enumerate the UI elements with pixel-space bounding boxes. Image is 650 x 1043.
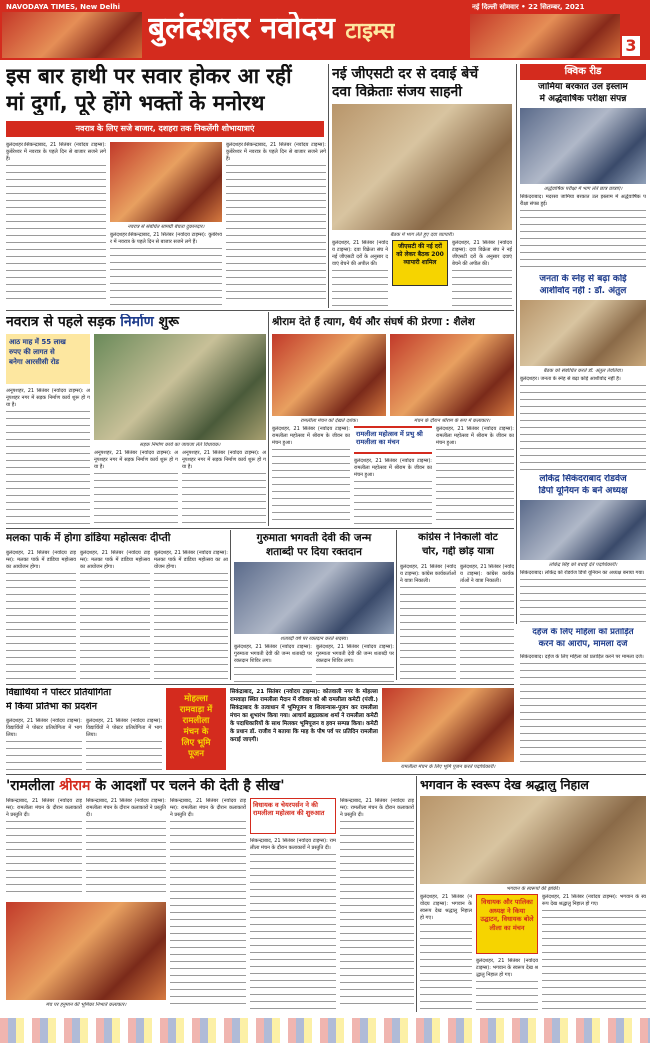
road-subhead-1: आठ माह में 55 लाख <box>9 338 66 346</box>
mohalla-line-6: पूजन <box>188 749 204 759</box>
bhagwan-body-col-3: बुलंदशहर, 21 सितंबर (नवोदय टाइम्स): भगवान के स्वरूप देख श्रद्धालु निहाल हो गए। <box>542 894 646 1012</box>
divider-v2 <box>516 64 517 624</box>
lead-headline-1: इस बार हाथी पर सवार होकर आ रहीं <box>6 64 292 88</box>
lead-body-col-2: बुलंदशहर।सिकन्द्राबाद, 21 सितंबर (नवोदय टाइम्स): कुबेरेश्वर में नवरात्र के पहले दिन से बाजार सजने लगे हैं। <box>110 232 222 305</box>
dahej-headline-1: दहेज के लिए महिला को प्रताड़ित <box>532 628 634 637</box>
divider-v5 <box>396 530 397 680</box>
ram-caption-1: रामलीला मंचन को देखते दर्शक। <box>300 418 358 424</box>
road-subhead-3: बनेगा आरसीसी रोड <box>9 358 60 366</box>
antul-photo <box>520 300 646 366</box>
ramlila-body-col-3: सिकन्द्राबाद, 21 सितंबर (नवोदय टाइम्स): रामलीला मंचन के दौरान कलाकारों ने प्रस्तुति दी। <box>170 798 246 1010</box>
ramlila-headline-q3: के आदर्शों पर चलने की देती है सीख' <box>95 778 285 794</box>
congress-body-col-2: बुलंदशहर, 21 सितंबर (नवोदय टाइम्स): कांग्रेस कार्यकर्ताओं ने यात्रा निकाली। <box>460 564 514 680</box>
guru-headline-2: शताब्दी पर दिया रक्तदान <box>266 546 362 558</box>
bhagwan-body-col-2: बुलंदशहर, 21 सितंबर (नवोदय टाइम्स): भगवान के स्वरूप देख श्रद्धालु निहाल हो गए। <box>476 958 538 1012</box>
ramlila-caption: मंच पर हनुमान की भूमिका निभाते कलाकार। <box>45 1002 127 1008</box>
mohalla-box <box>166 688 226 770</box>
quick-headline-2: में अर्द्धवार्षिक परीक्षा संपन्न <box>539 94 627 104</box>
lead-caption: नवरात्र से संबंधित सामग्री बेचता दुकानदार। <box>127 224 205 230</box>
guru-caption-1: शताब्दी वर्ष पर रक्तदान करते सदस्य। <box>280 636 348 642</box>
guru-body-col-1: बुलंदशहर, 21 सितंबर (नवोदय टाइम्स): गुरुमाता भगवती देवी की जन्म शताब्दी पर रक्तदान शिविर लगा। <box>234 644 312 682</box>
lead-banner: नवरात्र के लिए सजे बाजार, दशहरा तक निकलेंगी शोभायात्राएं <box>6 121 324 137</box>
mohalla-line-5: लिए भूमि <box>181 738 211 748</box>
divider-v1 <box>328 64 329 308</box>
road-subhead <box>6 334 90 384</box>
divider-h4 <box>6 774 646 775</box>
divider-h2 <box>6 528 514 529</box>
dahej-body: सिकंदराबाद। दहेज के लिए महिला को प्रताड़ित करने पर मामला दर्ज। <box>520 654 646 762</box>
ramlila-photo-main <box>6 902 166 1000</box>
congress-headline-2: चोर, गद्दी छोड़ यात्रा <box>422 546 494 557</box>
quick-read-label: क्विक रीड <box>520 64 646 80</box>
bhagwan-photo <box>420 796 646 884</box>
poster-headline-1: विद्यार्थियों ने पोस्टर प्रतियोगिता <box>6 688 112 698</box>
masthead <box>0 0 650 60</box>
mohalla-caption: रामलीला मंचन के लिए भूमि पूजन करते पदाधिकारी। <box>400 764 496 770</box>
lokendra-caption: लोकेंद्र सिंह को बधाई देते पदाधिकारी। <box>548 562 618 568</box>
ramlila-headline-q2: श्रीराम <box>59 778 91 794</box>
ram-caption-2: मंचन के दौरान श्रीराम के रूप में कलाकार। <box>413 418 491 424</box>
road-body-col-2: अनूपशहर, 21 सितंबर (नवोदय टाइम्स): अनूपशहर नगर में सड़क निर्माण कार्य शुरू हो गया है। <box>94 450 178 524</box>
road-body-col-3: अनूपशहर, 21 सितंबर (नवोदय टाइम्स): अनूपशहर नगर में सड़क निर्माण कार्य शुरू हो गया है। <box>182 450 266 524</box>
divider-h1 <box>6 310 514 311</box>
dandiya-headline: मलका पार्क में होगा डांडिया महोत्सवः दीप्ती <box>6 532 171 544</box>
congress-headline-1: कांग्रेस ने निकाली वोट <box>418 532 498 543</box>
ram-photo-2 <box>390 334 514 416</box>
masthead-title-main: बुलंदशहर नवोदय <box>148 12 335 46</box>
gst-caption: बैठक में भाग लेते हुए दवा व्यापारी। <box>390 232 454 238</box>
guru-headline-1: गुरुमाता भगवती देवी की जन्म <box>256 532 372 544</box>
ramlila-body-col-2: सिकन्द्राबाद, 21 सितंबर (नवोदय टाइम्स): रामलीला मंचन के दौरान कलाकारों ने प्रस्तुति दी। <box>86 798 166 898</box>
divider-v3 <box>268 312 269 526</box>
quick-headline-1: जामिया बरकात उल इस्लाम <box>538 82 628 92</box>
quick-body: सिकंदराबाद। मदरसा जामिया बरकात उल इस्लाम में अर्द्धवार्षिक परीक्षा संपन्न हुई। <box>520 194 646 272</box>
mohalla-line-1: मोहल्ला <box>184 694 208 704</box>
road-headline-highlight: निर्माण <box>120 314 154 330</box>
congress-body-col-1: बुलंदशहर, 21 सितंबर (नवोदय टाइम्स): कांग्रेस कार्यकर्ताओं ने यात्रा निकाली। <box>400 564 456 680</box>
poster-body-col-2: बुलंदशहर, 21 सितंबर (नवोदय टाइम्स): विद्यार्थियों ने पोस्टर प्रतियोगिता में भाग लिया। <box>86 718 162 770</box>
mohalla-body: सिकंद्राबाद, 21 सितंबर (नवोदय टाइम्स): कोतवाली नगर के मोहल्ला रामवाड़ा स्थित रामलीला मैदान में रविवार को श्री रामलीला कमेटी (पंजी.) सिकंद्राबाद के तत्वाधान में भूमिपूजन व शिलान्यास-पूजन कर रामलीला मंचन का शुभारंभ किया गया। आचार्य ब्रह्मप्रकाश शर्मा ने रामलीला कमेटी के पदाधिकारियों के साथ मिलकर भूमिपूजन व हवन सम्पन्न किया। कमेटी के प्रधान डॉ. राजीव ने बताया कि माह के पौष पर्व पर प्रतिदिन रामलीला कराई जाएगी। <box>230 689 378 743</box>
dandiya-body-col-2: बुलंदशहर, 21 सितंबर (नवोदय टाइम्स): मलका पार्क में डांडिया महोत्सव का आयोजन होगा। <box>80 550 150 680</box>
poster-headline-2: में किया प्रतिभा का प्रदर्शन <box>6 702 97 712</box>
lead-headline-2: मां दुर्गा, पूरे होंगे भक्तों के मनोरथ <box>6 91 265 115</box>
antul-body: बुलंदशहर। जनता के स्नेह से बढ़ा कोई आशीर्वाद नहीं है। <box>520 376 646 472</box>
masthead-photo-left <box>2 12 142 58</box>
masthead-title <box>148 12 395 52</box>
bhagwan-headline: भगवान के स्वरूप देख श्रद्धालु निहाल <box>420 778 589 792</box>
ram-body-col-1: बुलंदशहर, 21 सितंबर (नवोदय टाइम्स): रामलीला महोत्सव में श्रीराम के जीवन का मंचन हुआ। <box>272 426 350 524</box>
mohalla-line-4: मंचन के <box>183 727 209 737</box>
ramlila-body-col-5: सिकन्द्राबाद, 21 सितंबर (नवोदय टाइम्स): रामलीला मंचन के दौरान कलाकारों ने प्रस्तुति दी। <box>340 798 414 1010</box>
guru-photo-1 <box>234 562 394 634</box>
bhagwan-caption: भगवान के स्वरूपों की झांकी। <box>506 886 560 892</box>
ramlila-body-col-1: सिकन्द्राबाद, 21 सितंबर (नवोदय टाइम्स): रामलीला मंचन के दौरान कलाकारों ने प्रस्तुति दी। <box>6 798 82 898</box>
ram-callout-text: रामलीला महोत्सव में प्रभु श्री रामलीला का मंचन <box>356 430 423 446</box>
ramlila-headline-q1: 'रामलीला <box>6 778 55 794</box>
lokendra-body: सिकंदराबाद। लोकेंद्र को रोडवेज डिपो यूनियन का अध्यक्ष बनाया गया। <box>520 570 646 624</box>
lokendra-photo <box>520 500 646 560</box>
gst-body-col-2: बुलंदशहर, 21 सितंबर (नवोदय टाइम्स): दवा विक्रेता संघ ने नई जीएसटी दरों के अनुसार दवाएं बेचने की अपील की। <box>452 240 512 306</box>
lead-body-col-1: बुलंदशहर।सिकन्द्राबाद, 21 सितंबर (नवोदय टाइम्स): कुबेरेश्वर में नवरात्र के पहले दिन से बाजार सजने लगे हैं। <box>6 142 106 305</box>
road-photo <box>94 334 266 440</box>
mohalla-line-3: रामलीला <box>182 716 210 726</box>
gst-callout-text: जीएसटी की नई दरों को लेकर बैठक 200 व्यापारी शामिल <box>396 243 444 266</box>
gst-photo <box>332 104 512 230</box>
antul-headline-1: जनता के स्नेह से बढ़ा कोई <box>539 274 627 284</box>
dandiya-body-col-1: बुलंदशहर, 21 सितंबर (नवोदय टाइम्स): मलका पार्क में डांडिया महोत्सव का आयोजन होगा। <box>6 550 76 680</box>
ram-headline: श्रीराम देते हैं त्याग, धैर्य और संघर्ष की प्रेरणा : शैलेश <box>272 316 475 328</box>
mohalla-line-2: रामवाड़ा में <box>179 705 213 715</box>
gst-headline-2: दवा विक्रेताः संजय साहनी <box>332 84 462 100</box>
lead-body-col-3: बुलंदशहर।सिकन्द्राबाद, 21 सितंबर (नवोदय टाइम्स): कुबेरेश्वर में नवरात्र के पहले दिन से बाजार सजने लगे हैं। <box>226 142 326 305</box>
bhagwan-body-col-1: बुलंदशहर, 21 सितंबर (नवोदय टाइम्स): भगवान के स्वरूप देख श्रद्धालु निहाल हो गए। <box>420 894 472 1012</box>
page-number: 3 <box>622 36 640 56</box>
lead-photo <box>110 142 222 222</box>
guru-body-col-2: बुलंदशहर, 21 सितंबर (नवोदय टाइम्स): गुरुमाता भगवती देवी की जन्म शताब्दी पर रक्तदान शिविर लगा। <box>316 644 394 682</box>
mohalla-photo <box>382 688 514 762</box>
footer-bar <box>0 1018 650 1043</box>
masthead-date: नई दिल्ली सोमवार • 22 सितम्बर, 2021 <box>472 3 585 11</box>
ramlila-headline <box>6 778 414 794</box>
ram-photo-1 <box>272 334 386 416</box>
gst-body-col-1: बुलंदशहर, 21 सितंबर (नवोदय टाइम्स): दवा विक्रेता संघ ने नई जीएसटी दरों के अनुसार दवाएं बेचने की अपील की। <box>332 240 388 306</box>
quick-caption: अर्द्धवार्षिक परीक्षा में भाग लेते छात्र छात्राएं। <box>543 186 623 192</box>
ram-callout <box>354 426 432 454</box>
antul-headline-2: आशीर्वाद नहीं : डॉ. अंतुल <box>539 286 627 296</box>
antul-caption: बैठक को संबोधित करते डॉ. अंतुल तेवतिया। <box>543 368 623 374</box>
masthead-publisher: NAVODAYA TIMES, New Delhi <box>6 3 120 11</box>
dahej-headline-2: करने का आरोप, मामला दर्ज <box>538 640 628 649</box>
masthead-title-suffix: टाइम्स <box>345 19 395 44</box>
divider-v4 <box>230 530 231 680</box>
gst-callout <box>392 240 448 286</box>
ramlila-body-col-4: सिकन्द्राबाद, 21 सितंबर (नवोदय टाइम्स): रामलीला मंचन के दौरान कलाकारों ने प्रस्तुति दी। <box>250 838 336 1010</box>
road-headline-suffix: शुरू <box>158 314 179 330</box>
lokendra-headline-2: डिपो यूनियन के बने अध्यक्ष <box>538 486 628 496</box>
ram-body-col-3: बुलंदशहर, 21 सितंबर (नवोदय टाइम्स): रामलीला महोत्सव में श्रीराम के जीवन का मंचन हुआ। <box>436 426 514 524</box>
road-subhead-2: रुपए की लागत से <box>9 348 55 356</box>
ramlila-callout <box>250 798 336 834</box>
poster-body-col-1: बुलंदशहर, 21 सितंबर (नवोदय टाइम्स): विद्यार्थियों ने पोस्टर प्रतियोगिता में भाग लिया। <box>6 718 82 770</box>
road-headline <box>6 314 268 330</box>
masthead-photo-right <box>470 14 620 58</box>
bhagwan-callout <box>476 894 538 954</box>
ram-body-col-2: बुलंदशहर, 21 सितंबर (नवोदय टाइम्स): रामलीला महोत्सव में श्रीराम के जीवन का मंचन हुआ। <box>354 458 432 524</box>
divider-h3 <box>6 684 514 685</box>
lokendra-headline-1: लोकेंद्र सिकंदराबाद रोडवेज <box>539 474 627 484</box>
road-headline-prefix: नवरात्र से पहले सड़क <box>6 314 116 330</box>
dandiya-body-col-3: बुलंदशहर, 21 सितंबर (नवोदय टाइम्स): मलका पार्क में डांडिया महोत्सव का आयोजन होगा। <box>154 550 228 680</box>
bhagwan-callout-text: विधायक और पालिका अध्यक्ष ने किया उद्घाटन, विधायक बोले लीला का मंचन <box>480 898 534 932</box>
ramlila-callout-text: विधायक व चेयरपर्सन ने की रामलीला महोत्सव की शुरुआत <box>253 801 325 817</box>
road-body-col-1: अनूपशहर, 21 सितंबर (नवोदय टाइम्स): अनूपशहर नगर में सड़क निर्माण कार्य शुरू हो गया है। <box>6 388 90 524</box>
gst-headline-1: नई जीएसटी दर से दवाई बेचें <box>332 66 479 82</box>
road-caption: सड़क निर्माण कार्य का जायजा लेते विधायक। <box>139 442 221 448</box>
divider-v6 <box>416 776 417 1012</box>
quick-photo <box>520 108 646 184</box>
